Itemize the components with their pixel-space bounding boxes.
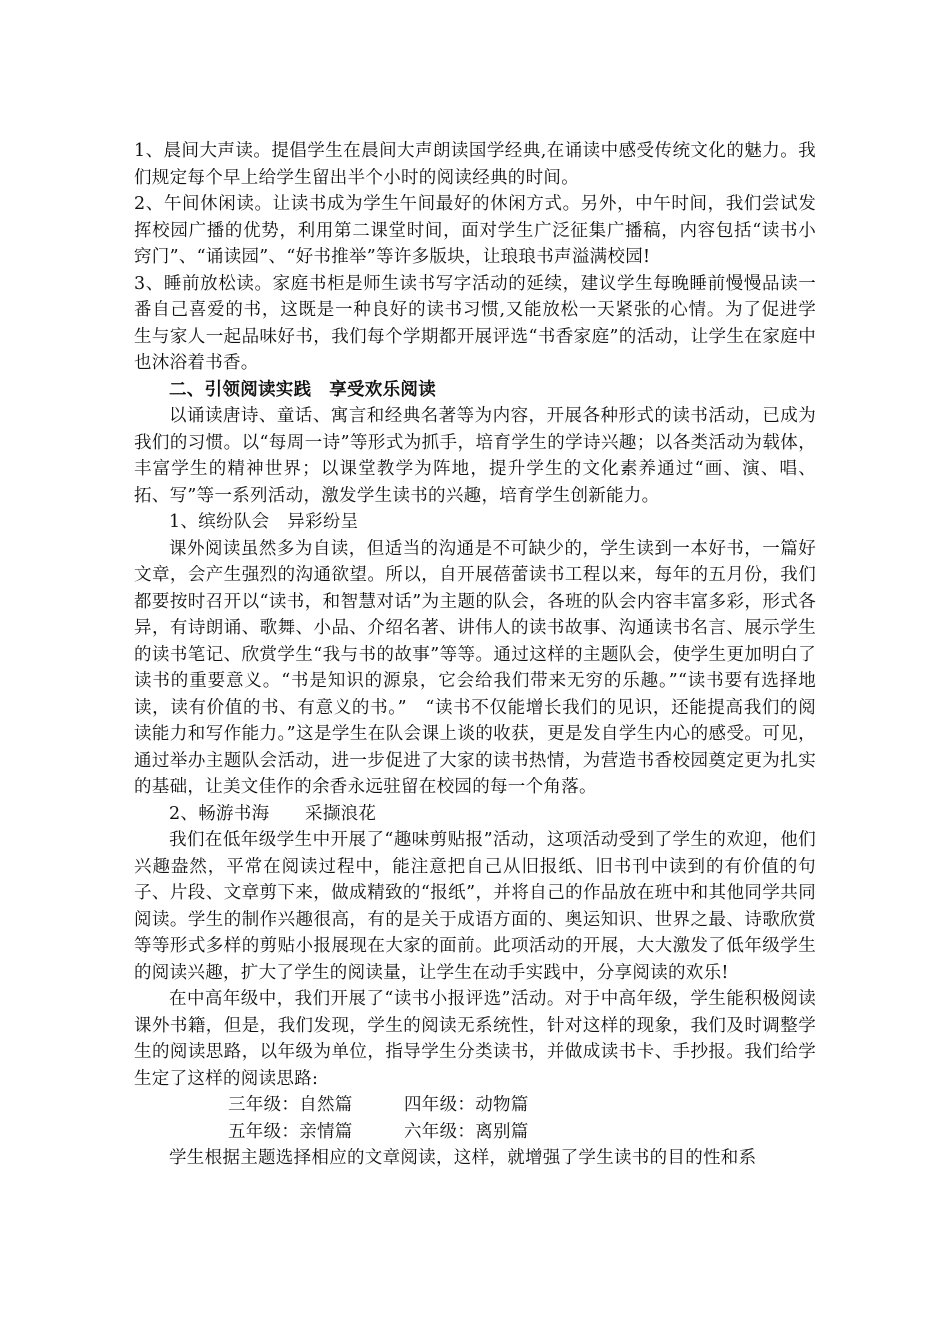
paragraph-clipping-newspaper: 我们在低年级学生中开展了“趣味剪贴报”活动，这项活动受到了学生的欢迎，他们兴趣盎然，平常在阅读过程中，能注意把自己从旧报纸、旧书刊中读到的有价值的句子、片段、文章剪下来，做成精致的“报纸”，并将自己的作品放在班中和其他同学共同阅读。学生的制作兴趣很高，有的是关于成语方面的、奥运知识、世界之最、诗歌欣赏等等形式多样的剪贴小报展现在大家的面前。此项活动的开展，大大激发了低年级学生的阅读兴趣，扩大了学生的阅读量，让学生在动手实践中，分享阅读的欢乐! (134, 830, 816, 983)
paragraph-reading-practice: 以诵读唐诗、童话、寓言和经典名著等为内容，开展各种形式的读书活动，已成为我们的习惯。以“每周一诗”等形式为抓手，培育学生的学诗兴趣；以各类活动为载体，丰富学生的精神世界；以课堂教学为阵地，提升学生的文化素养通过“画、演、唱、拓、写”等一系列活动，激发学生读书的兴趣，培育学生创新能力。 (134, 406, 816, 506)
paragraph-bedtime-reading: 3、睡前放松读。家庭书柜是师生读书写字活动的延续，建议学生每晚睡前慢慢品读一番自己喜爱的书，这既是一种良好的读书习惯,又能放松一天紧张的心情。为了促进学生与家人一起品味好书，我们每个学期都开展评选“书香家庭”的活动，让学生在家庭中也沐浴着书香。 (134, 273, 816, 373)
section-heading-2: 二、引领阅读实践 享受欢乐阅读 (169, 379, 436, 400)
subheading-book-sea: 2、畅游书海 采撷浪花 (169, 803, 377, 824)
reading-plan-row-2 (134, 1119, 816, 1146)
paragraph-morning-reading: 1、晨间大声读。提倡学生在晨间大声朗读国学经典,在诵读中感受传统文化的魅力。我们规定每个早上给学生留出半个小时的阅读经典的时间。 (134, 141, 816, 188)
paragraph-noon-reading: 2、午间休闲读。让读书成为学生午间最好的休闲方式。另外，中午时间，我们尝试发挥校园广播的优势，利用第二课堂时间，面对学生广泛征集广播稿，内容包括“读书小窍门”、“诵读园”、“好书推举”等许多版块，让琅琅书声溢满校园! (134, 194, 816, 267)
document-body (134, 138, 816, 1172)
subheading-team-meeting: 1、缤纷队会 异彩纷呈 (169, 512, 359, 532)
paragraph-reading-newspaper: 在中高年级中，我们开展了“读书小报评选”活动。对于中高年级，学生能积极阅读课外书籍，但是，我们发现，学生的阅读无系统性，针对这样的现象，我们及时调整学生的阅读思路，以年级为单位，指导学生分类读书，并做成读书卡、手抄报。我们给学生定了这样的阅读思路: (134, 989, 816, 1089)
reading-plan-row-1 (134, 1092, 816, 1119)
plan-grade-5: 五年级：亲情篇 (228, 1121, 353, 1142)
paragraph-theme-reading: 学生根据主题选择相应的文章阅读，这样，就增强了学生读书的目的性和系 (169, 1148, 757, 1168)
plan-grade-6: 六年级：离别篇 (404, 1121, 529, 1142)
plan-grade-3: 三年级：自然篇 (228, 1095, 353, 1115)
plan-grade-4: 四年级：动物篇 (404, 1095, 529, 1115)
paragraph-team-meeting: 课外阅读虽然多为自读，但适当的沟通是不可缺少的，学生读到一本好书，一篇好文章，会产生强烈的沟通欲望。所以，自开展蓓蕾读书工程以来，每年的五月份，我们都要按时召开以“读书，和智慧对话”为主题的队会，各班的队会内容丰富多彩，形式各异，有诗朗诵、歌舞、小品、介绍名著、讲伟人的读书故事、沟通读书名言、展示学生的读书笔记、欣赏学生“我与书的故事”等等。通过这样的主题队会，使学生更加明白了读书的重要意义。“书是知识的源泉，它会给我们带来无穷的乐趣。”“读书要有选择地读，读有价值的书、有意义的书。” “读书不仅能增长我们的见识，还能提高我们的阅读能力和写作能力。”这是学生在队会课上谈的收获，更是发自学生内心的感受。可见，通过举办主题队会活动，进一步促进了大家的读书热情，为营造书香校园奠定更为扎实的基础，让美文佳作的余香永远驻留在校园的每一个角落。 (134, 538, 816, 797)
